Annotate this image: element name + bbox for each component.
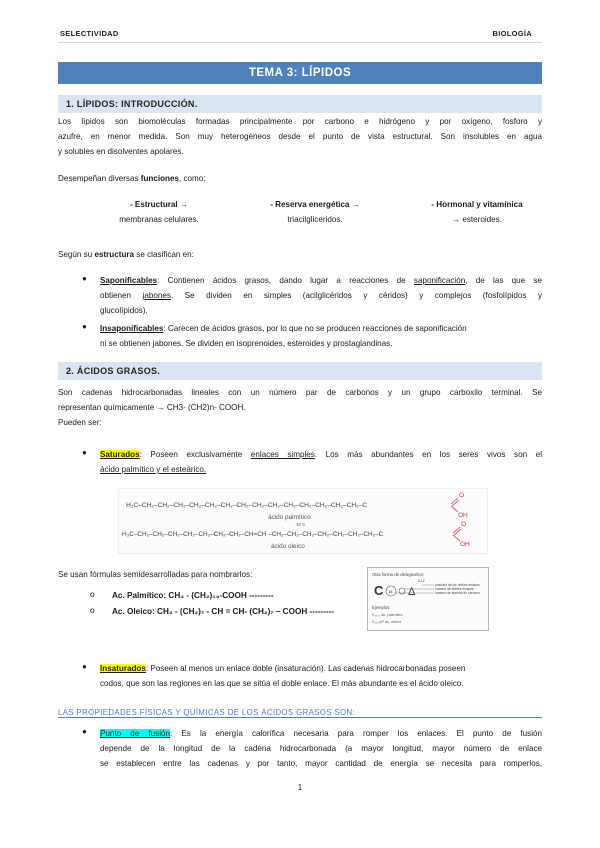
- designation-c: C: [374, 583, 384, 598]
- legend-positions: posición de los dobles enlaces: [435, 583, 480, 587]
- bullet-icon: ●: [82, 274, 87, 283]
- propiedades-divider: [58, 717, 542, 718]
- punto-fusion-item: Punto de fusión: Es la energía calorífica necesaria para romper los enlaces. El punto de fusión depende de la longitud de la cadena hidrocarbonada (a mayor longitud, mayor número de enlace se establecen entre las cadenas y por tanto, mayor cantidad de energía se necesita para romperlos,: [100, 729, 542, 768]
- acidos-intro: Son cadenas hidrocarbonadas lineales con un número par de carbonos y un grupo carboxilo terminal. Se representan químicamente → CH3- (CH2)n- COOH. Pueden ser:: [58, 388, 542, 427]
- palmitic-carbonyl-o: O: [459, 492, 465, 499]
- section-heading-lipidos: 1. LÍPIDOS: INTRODUCCIÓN.: [58, 95, 542, 113]
- structure-intro: Según su estructura se clasifican en:: [58, 250, 194, 259]
- designation-example-2: C₁₈:₁Δ⁹ ác. oleico: [372, 620, 402, 624]
- bullet-icon: ●: [82, 662, 87, 671]
- semidesarrolladas-intro: Se usan fórmulas semidesarrolladas para nombrarlos:: [58, 570, 253, 579]
- circle-bullet-icon: o: [90, 589, 95, 599]
- oleic-hydroxyl: OH: [460, 541, 470, 548]
- circle-bullet-icon: o: [90, 605, 95, 615]
- insaturados-item: Insaturados: Poseen al menos un enlace doble (insaturación). Las cadenas hidrocarbonadas poseen codos, que son las regiones en las que se sitúa el doble enlace. El más abundante es el ácido oleico.: [100, 664, 466, 688]
- bullet-icon: ●: [82, 322, 87, 331]
- fatty-acid-structure-figure: [118, 488, 488, 554]
- function-reserva: - Reserva energética → triacilgliceridos.: [270, 200, 360, 224]
- insaponificables-item: Insaponificables: Carecen de ácidos grasos, por lo que no se producen reacciones de saponificación ni se obtienen jabones. Se dividen en isoprenoides, esteroides y prostaglandinas.: [100, 324, 467, 348]
- palmitic-hydroxyl: OH: [458, 512, 468, 519]
- palmitic-label: ácido palmítico: [268, 514, 311, 521]
- header-left: SELECTIVIDAD: [60, 29, 119, 38]
- legend-double-bonds: número de dobles enlaces: [435, 587, 474, 591]
- palmitic-chain: H₃C–CH₂–CH₂–CH₂–CH₂–CH₂–CH₂–CH₂–CH₂–CH₂–CH₂–CH₂–CH₂–CH₂–CH₂–C: [126, 502, 368, 509]
- formula-palmitico: Ac. Palmítico: CH₃ - (CH₂)₁₄-COOH ---------: [112, 591, 274, 600]
- functions-intro: Desempeñan diversas funciones, como:: [58, 174, 206, 183]
- designation-figure: [367, 567, 489, 631]
- header-divider: [58, 42, 542, 43]
- oleic-carbonyl-o: O: [461, 521, 467, 528]
- propiedades-heading: LAS PROPIEDADES FÍSICAS Y QUÍMICAS DE LOS ÁCIDOS GRASOS SON:: [58, 708, 356, 717]
- function-estructural: - Estructural → membranas celulares.: [119, 200, 199, 224]
- designation-carbons: 18: [388, 589, 393, 594]
- function-hormonal: - Hormonal y vitamínica → esteroides.: [431, 200, 523, 224]
- oleic-label: ácido oleico: [271, 543, 305, 550]
- legend-carbons: número de átomos de carbono: [435, 591, 480, 595]
- header-right: BIOLOGÍA: [492, 29, 532, 38]
- bullet-icon: ●: [82, 727, 87, 736]
- saponificables-item: Saponificables: Contienen ácidos grasos, dando lugar a reacciones de saponificación, de las que se obtienen jabones. Se dividen en simples (acilglicéridos y céridos) y complejos (fosfolípidos y glucolípidos).: [100, 276, 542, 315]
- page-number: 1: [297, 783, 303, 792]
- section-heading-acidos: 2. ÁCIDOS GRASOS.: [58, 362, 542, 380]
- page-title: TEMA 3: LÍPIDOS: [58, 62, 542, 84]
- formula-oleico: Ac. Oleico: CH₃ - (CH₂)₇ - CH = CH- (CH₂)₇ – COOH ---------: [112, 607, 335, 616]
- designation-title: Otra forma de designarlos:: [372, 572, 424, 577]
- intro-paragraph: Los lípidos son biomoléculas formadas principalmente por carbono e hidrógeno y por oxígeno, fosforo y azufre, en menor medida. Son muy heterogéneos desde el punto de vista estructural. Son insolubles en agua y solubles en disolventes apolares.: [58, 117, 542, 156]
- saturados-item: Saturados: Poseen exclusivamente enlaces simples. Los más abundantes en los seres vivos son el ácido palmítico y el esteárico.: [100, 450, 542, 474]
- designation-delta: Δ: [408, 586, 416, 598]
- oleic-chain: H₃C–CH₂–CH₂–CH₂–CH₂–CH₂–CH₂–CH₂–CH=CH –CH₂–CH₂–CH₂–CH₂–CH₂–CH₂–CH₂–C: [122, 531, 384, 538]
- designation-example-1: C₁₆:₀ ác. palmítico: [372, 613, 403, 617]
- oleic-bond-numbers: 10 9: [296, 522, 305, 527]
- designation-examples-title: Ejemplos:: [372, 605, 391, 610]
- bullet-icon: ●: [82, 448, 87, 457]
- designation-positions: 9,12: [418, 579, 425, 583]
